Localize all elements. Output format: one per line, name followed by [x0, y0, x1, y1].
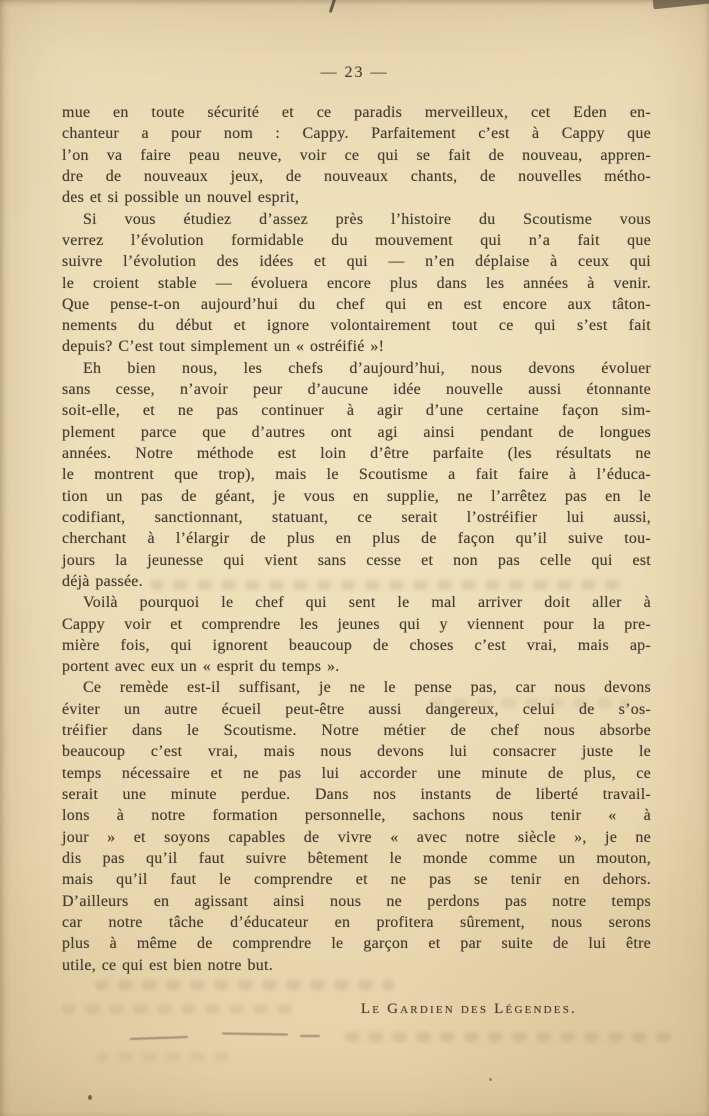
text-line: depuis? C’est tout simplement un « ostréifié »! — [62, 338, 385, 356]
text-line: l’on va faire peau neuve, voir ce qui se fait de nouveau, appren- — [62, 146, 651, 164]
text-line: Si vous étudiez d’assez près l’histoire du Scoutisme vous — [83, 210, 651, 228]
ink-speck — [88, 1095, 92, 1100]
text-line: car notre tâche d’éducateur en profitera sûrement, nous serons — [62, 913, 651, 931]
text-line: Voilà pourquoi le chef qui sent le mal arriver doit aller à — [83, 594, 651, 612]
text-line: Cappy voir et comprendre les jeunes qui y viennent pour la pre- — [62, 615, 651, 633]
text-line: D’ailleurs en agissant ainsi nous ne perdons pas notre temps — [62, 892, 651, 910]
text-line: jour » et soyons capables de vivre « avec notre siècle », je ne — [62, 828, 651, 846]
pencil-mark — [222, 1032, 288, 1035]
text-line: le montrent que trop), mais le Scoutisme a fait faire à l’éduca- — [62, 466, 651, 484]
text-line: cherchant à l’élargir de plus en plus de façon qu’il suive tou- — [62, 530, 651, 548]
text-line: soit-elle, et ne pas continuer à agir d’une certaine façon sim- — [62, 402, 651, 420]
page-number: — 23 — — [320, 64, 389, 81]
text-line: le croient stable — évoluera encore plus dans les années à venir. — [62, 274, 651, 292]
text-line: Eh bien nous, les chefs d’aujourd’hui, nous devons évoluer — [83, 359, 651, 377]
text-line: portent avec eux un « esprit du temps ». — [62, 658, 340, 676]
text-line: mue en toute sécurité et ce paradis merveilleux, cet Eden en- — [62, 104, 651, 121]
text-line: plus à même de comprendre le garçon et par suite de lui être — [62, 935, 651, 953]
text-line: des et si possible un nouvel esprit, — [62, 189, 300, 207]
text-line: tréifier dans le Scoutisme. Notre métier de chef nous absorbe — [62, 722, 651, 740]
text-line: nements du début et ignore volontairement tout ce qui s’est fait — [62, 317, 651, 335]
text-line: sans cesse, n’avoir peur d’aucune idée nouvelle aussi étonnante — [62, 381, 651, 399]
text-line: chanteur a pour nom : Cappy. Parfaitement c’est à Cappy que — [62, 125, 651, 143]
bleedthrough-mark — [95, 980, 395, 990]
text-line: codifiant, sanctionnant, statuant, ce serait l’ostréifier lui aussi, — [62, 508, 651, 526]
bleedthrough-mark — [95, 1052, 235, 1062]
text-line: éviter un autre écueil peut-être aussi dangereux, celui de s’os- — [62, 700, 651, 718]
text-line: années. Notre méthode est loin d’être parfaite (les résultats ne — [62, 445, 651, 462]
text-line: mière fois, qui ignorent beaucoup de choses c’est vrai, mais ap- — [62, 636, 651, 654]
text-line: Ce remède est-il suffisant, je ne le pense pas, car nous devons — [83, 679, 651, 697]
bleedthrough-mark — [430, 698, 630, 708]
text-line: suivre l’évolution des idées et qui — n’en déplaise à ceux qui — [62, 253, 651, 271]
text-line: dre de nouveaux jeux, de nouveaux chants, de nouvelles métho- — [62, 167, 651, 185]
bleedthrough-mark — [345, 1032, 675, 1042]
text-line: Que pense-t-on aujourd’hui du chef qui en est encore aux tâton- — [62, 295, 651, 313]
text-line: dis pas qu’il faut suivre bêtement le monde comme un mouton, — [62, 849, 651, 867]
text-line: plement parce que d’autres ont agi ainsi pendant de longues — [62, 423, 651, 441]
text-line: temps nécessaire et ne pas lui accorder une minute de plus, ce — [62, 764, 651, 782]
text-block — [62, 102, 651, 976]
text-line: tion un pas de géant, je vous en supplie, ne l’arrêtez pas en le — [62, 487, 651, 505]
text-line: verrez l’évolution formidable du mouvement qui n’a fait que — [62, 231, 651, 249]
text-line: utile, ce qui est bien notre but. — [62, 956, 273, 974]
text-line: serait une minute perdue. Dans nos instants de liberté travail- — [62, 786, 651, 803]
bleedthrough-mark — [150, 580, 620, 590]
pencil-mark — [130, 1036, 188, 1040]
text-line: jours la jeunesse qui vient sans cesse et non pas celle qui est — [62, 551, 651, 569]
stray-ink-mark — [329, 0, 336, 13]
ink-speck — [489, 1078, 492, 1081]
bleedthrough-mark — [62, 1004, 292, 1014]
text-line: mais qu’il faut le comprendre et ne pas se tenir en dehors. — [62, 871, 651, 889]
text-line: déjà passée. — [62, 572, 143, 590]
text-line: beaucoup c’est vrai, mais nous devons lui consacrer juste le — [62, 743, 651, 761]
signature: Le Gardien des Légendes. — [360, 1001, 577, 1017]
scan-corner-artifact — [653, 0, 709, 9]
pencil-mark — [300, 1035, 320, 1037]
text-line: lons à notre formation personnelle, sachons nous tenir « à — [62, 807, 651, 825]
